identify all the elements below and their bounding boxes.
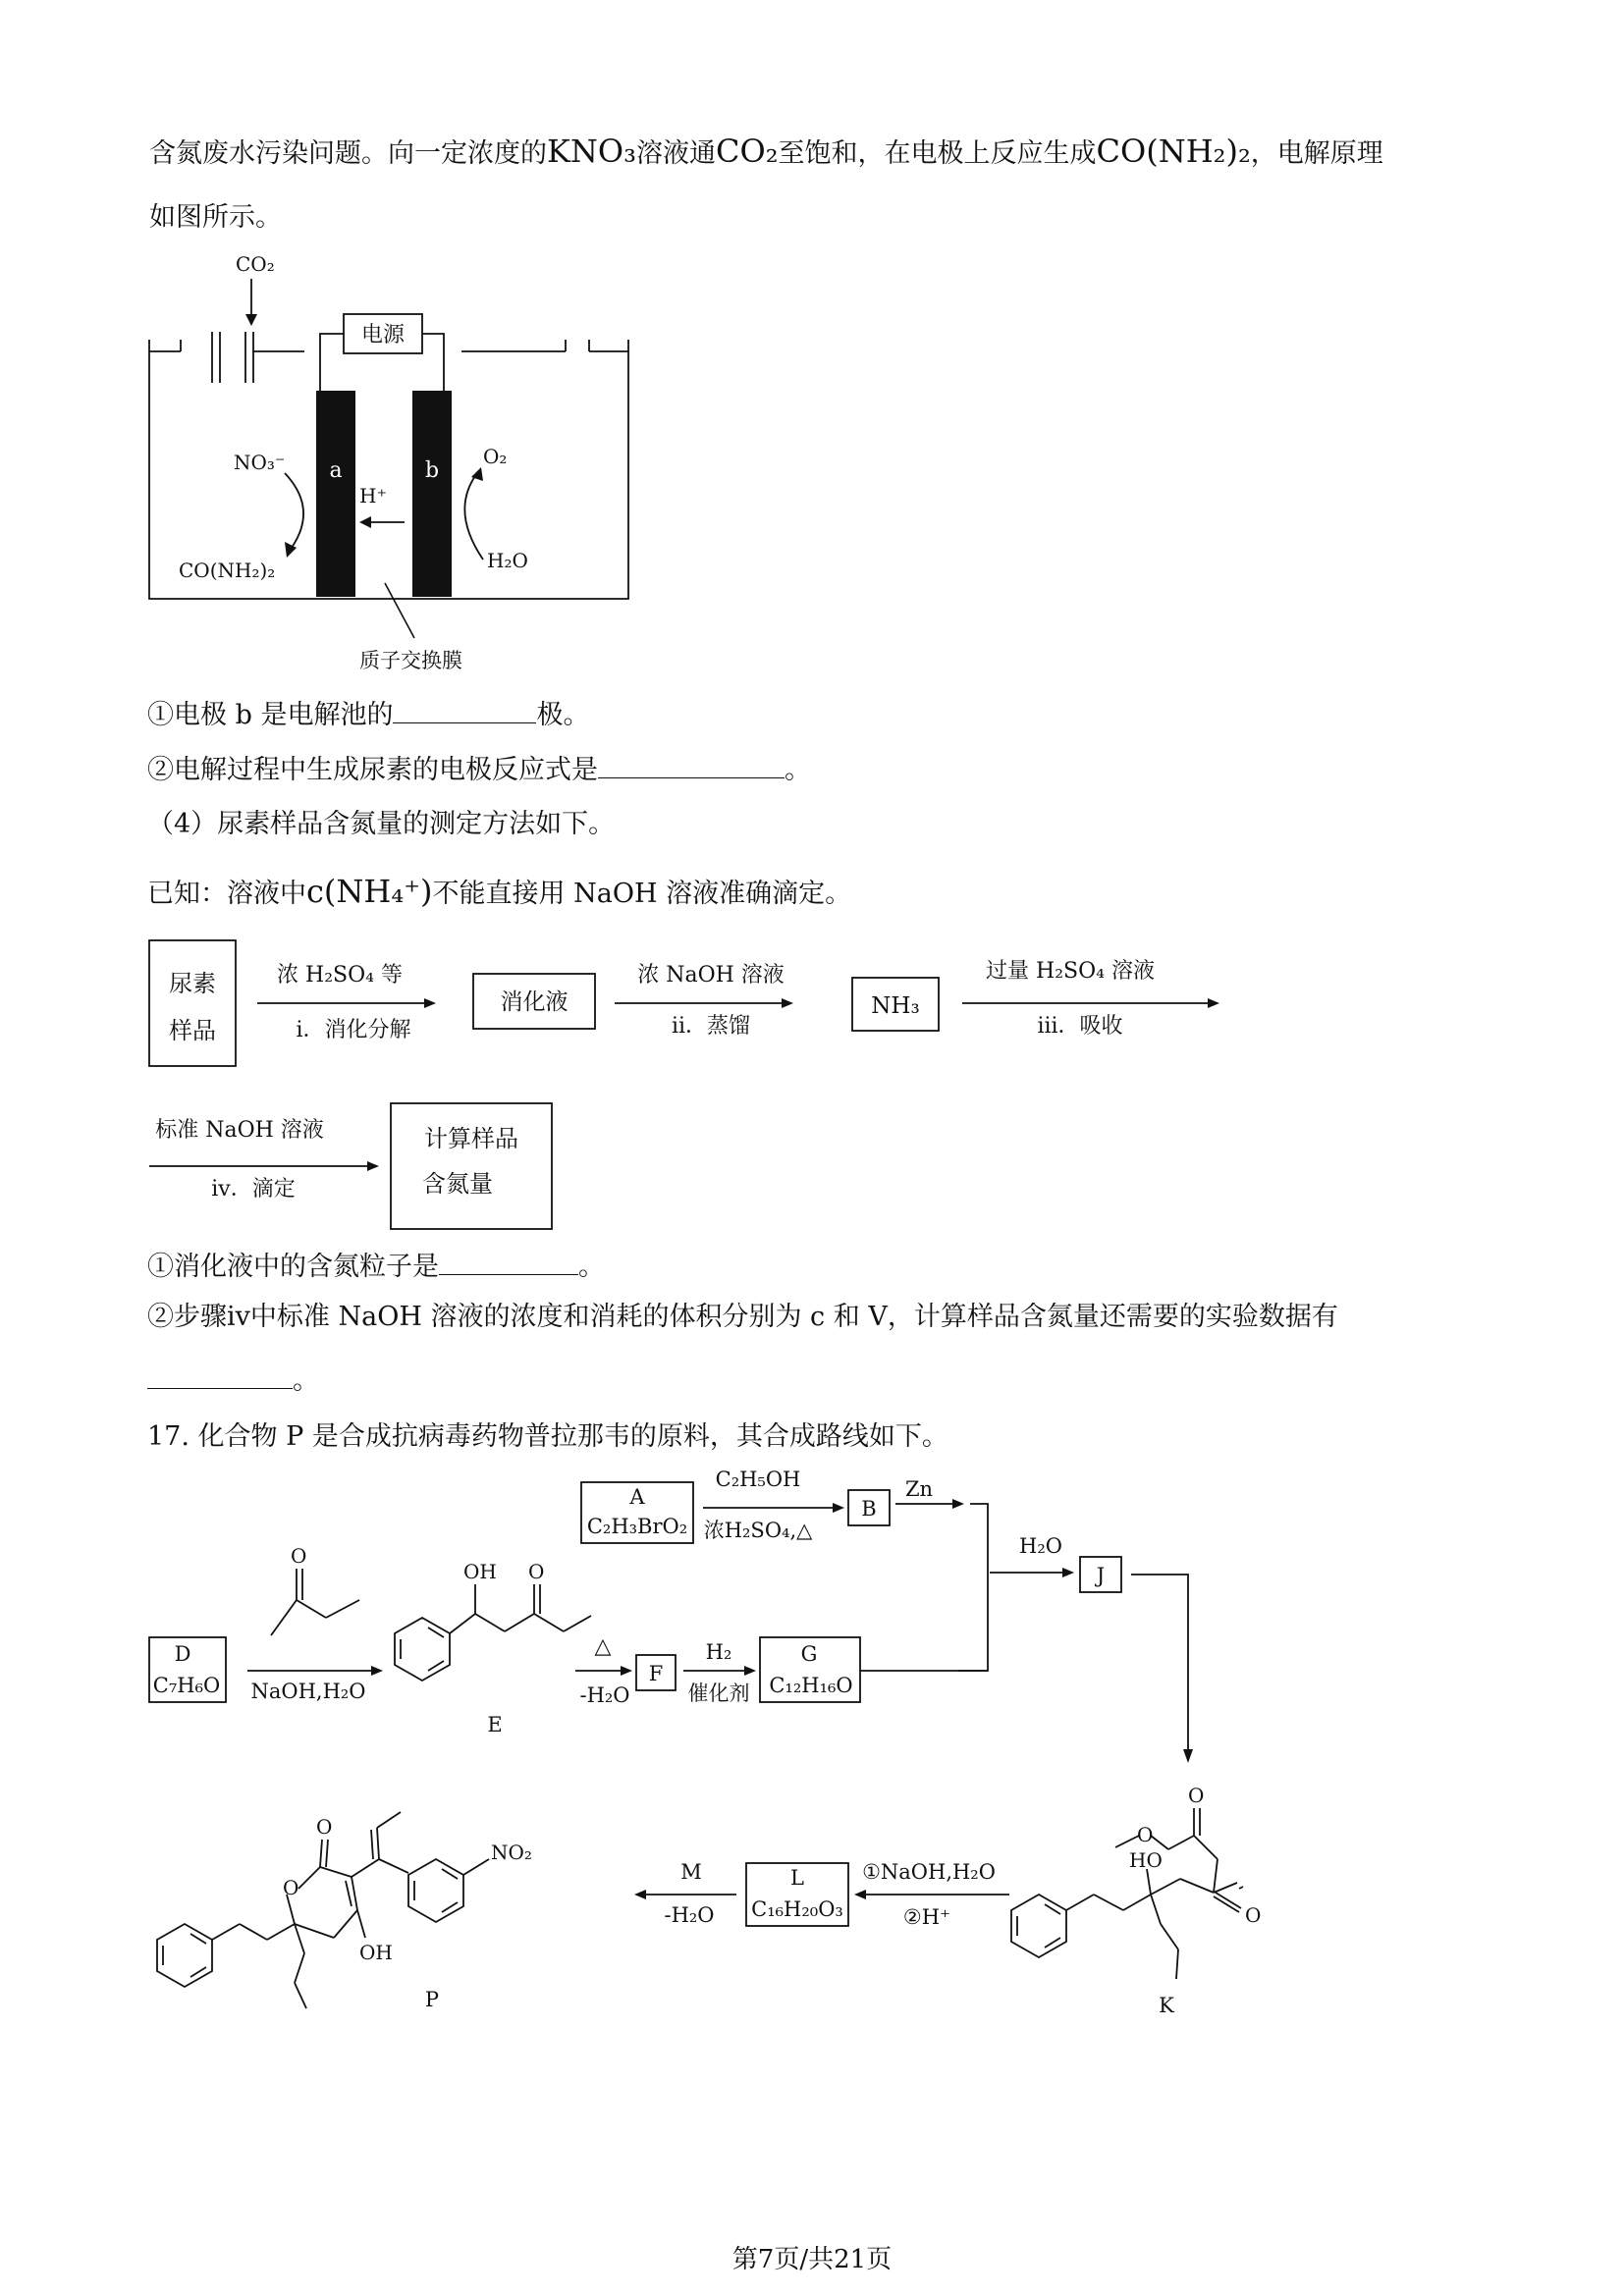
e-ketone-oxygen: O: [528, 1560, 545, 1583]
k-ester-oxygen: O: [1137, 1823, 1154, 1846]
h2o-reagent: H₂O: [1019, 1534, 1062, 1558]
k-to-l-step1: ①NaOH,H₂O: [862, 1860, 996, 1884]
butanone-oxygen: O: [291, 1544, 307, 1568]
synthesis-route-diagram: [137, 1463, 1316, 2022]
k-ester-carbonyl-oxygen: O: [1188, 1784, 1205, 1807]
co2-inlet-label: CO₂: [236, 252, 275, 276]
q4-known-tail: 不能直接用 NaOH 溶液准确滴定。: [432, 879, 852, 909]
intro-text: 溶液通: [635, 138, 716, 169]
intro-text: 含氮废水污染问题。向一定浓度的: [149, 138, 547, 169]
compound-l-formula: C₁₆H₂₀O₃: [751, 1897, 843, 1921]
compound-l-label: L: [790, 1866, 804, 1890]
arrow3-step: iii．吸收: [1037, 1014, 1123, 1039]
box-ammonia-label: NH₃: [871, 993, 920, 1019]
p-hydroxyl: OH: [359, 1941, 393, 1964]
box-urea-sample-line2: 样品: [169, 1017, 216, 1044]
compound-e-structure: [395, 1584, 591, 1681]
q4-sub-1-tail: 。: [578, 1252, 605, 1282]
compound-g-formula: C₁₂H₁₆O: [769, 1674, 853, 1697]
proton-label: H⁺: [359, 484, 387, 507]
compound-k-caption: K: [1159, 1994, 1174, 2017]
q4-sub-2: ②步骤ⅳ中标准 NaOH 溶液的浓度和消耗的体积分别为 c 和 V，计算样品含氮量还需要的实验数据有: [147, 1302, 1338, 1332]
box-calc-nitrogen-line2: 含氮量: [422, 1170, 493, 1198]
intro-line-1: [149, 133, 1383, 172]
p-ring-oxygen: O: [283, 1876, 299, 1899]
q3-sub-2-text: ②电解过程中生成尿素的电极反应式是: [147, 755, 598, 785]
electrode-a: [316, 391, 355, 597]
k-hydroxyl: HO: [1129, 1848, 1163, 1872]
q4-known-text: 已知：溶液中: [147, 879, 306, 909]
electrode-b-label: b: [424, 458, 440, 483]
a-to-b-condition: 浓H₂SO₄,△: [703, 1519, 813, 1542]
compound-e-label: E: [487, 1713, 503, 1736]
compound-p-label: P: [424, 1988, 440, 2011]
oxygen-label: O₂: [483, 445, 508, 468]
formula-nh4-concentration: c(NH₄⁺): [306, 873, 433, 910]
arrow1-reagent: 浓 H₂SO₄ 等: [277, 963, 403, 988]
formula-co2: CO₂: [715, 133, 779, 170]
box-calc-nitrogen: [391, 1103, 552, 1229]
answer-blank[interactable]: [439, 1249, 578, 1275]
p-carbonyl-oxygen: O: [316, 1815, 333, 1839]
electrode-a-label: a: [329, 458, 343, 483]
l-to-p-reagent: M: [680, 1860, 702, 1884]
k-ketone-oxygen: O: [1245, 1903, 1262, 1927]
q4-sub-2-tail: 。: [293, 1365, 319, 1396]
butanone-structure: [271, 1569, 359, 1635]
compound-g-label: G: [800, 1642, 818, 1666]
compound-d-label: D: [174, 1642, 191, 1666]
a-to-b-reagent: C₂H₅OH: [715, 1468, 801, 1491]
q3-sub-2-tail: 。: [785, 755, 811, 785]
answer-blank[interactable]: [393, 697, 536, 723]
urea-product-label: CO(NH₂)₂: [179, 559, 276, 582]
nitrate-label: NO₃⁻: [234, 451, 286, 474]
q3-sub-1-tail: 极。: [536, 700, 590, 730]
q3-sub-1-text: ①电极 b 是电解池的: [147, 700, 394, 730]
e-hydroxyl: OH: [463, 1560, 497, 1583]
compound-j-label: J: [1096, 1564, 1106, 1587]
p-nitro-group: NO₂: [491, 1841, 532, 1864]
intro-text: 至饱和，在电极上反应生成: [778, 138, 1097, 169]
q4-title: （4）尿素样品含氮量的测定方法如下。: [147, 809, 616, 839]
d-to-e-condition: NaOH,H₂O: [250, 1680, 366, 1703]
f-to-g-catalyst: 催化剂: [687, 1682, 750, 1705]
b-reagent-zn: Zn: [904, 1477, 934, 1501]
l-to-p-byproduct: -H₂O: [664, 1903, 715, 1927]
box-digest-solution-label: 消化液: [500, 989, 568, 1015]
nitrogen-determination-flowchart: [137, 933, 1237, 1237]
compound-k-structure: [1011, 1808, 1243, 1979]
q4-known: [147, 874, 851, 912]
electrolysis-diagram: [137, 245, 648, 687]
box-calc-nitrogen-line1: 计算样品: [424, 1125, 518, 1152]
e-to-f-byproduct: -H₂O: [579, 1683, 630, 1707]
box-urea-sample: [149, 940, 236, 1066]
power-supply-label: 电源: [360, 323, 406, 347]
f-to-g-reagent: H₂: [705, 1640, 732, 1664]
q4-sub-1: [147, 1249, 605, 1285]
e-to-f-condition: △: [594, 1634, 612, 1659]
compound-b-label: B: [861, 1497, 877, 1521]
compound-p-structure: [157, 1812, 489, 2008]
compound-d-formula: C₇H₆O: [152, 1674, 221, 1697]
arrow4-reagent: 标准 NaOH 溶液: [155, 1118, 324, 1143]
arrow4-step: iv．滴定: [211, 1177, 296, 1201]
arrow2-step: ii．蒸馏: [671, 1014, 751, 1039]
compound-f-label: F: [648, 1662, 664, 1685]
formula-kno3: KNO₃: [547, 133, 636, 170]
intro-text: ，电解原理: [1250, 138, 1383, 169]
membrane-label: 质子交换膜: [359, 649, 462, 672]
answer-blank[interactable]: [147, 1362, 293, 1389]
box-urea-sample-line1: 尿素: [169, 970, 216, 997]
electrode-b: [412, 391, 452, 597]
intro-line-2: 如图所示。: [149, 202, 282, 233]
arrow2-reagent: 浓 NaOH 溶液: [637, 963, 785, 988]
q3-sub-1: [147, 697, 589, 733]
answer-blank[interactable]: [598, 752, 785, 778]
q3-sub-2: [147, 752, 811, 788]
q17-title: 17. 化合物 P 是合成抗病毒药物普拉那韦的原料，其合成路线如下。: [147, 1421, 948, 1452]
q4-sub-2-answer: [147, 1362, 319, 1399]
k-to-l-step2: ②H⁺: [902, 1905, 951, 1929]
arrow1-step: i．消化分解: [296, 1018, 411, 1042]
water-label: H₂O: [487, 549, 528, 572]
page-footer: 第7页/共21页: [731, 2245, 893, 2274]
arrow3-reagent: 过量 H₂SO₄ 溶液: [986, 959, 1155, 984]
formula-urea: CO(NH₂)₂: [1096, 133, 1251, 170]
q4-sub-1-text: ①消化液中的含氮粒子是: [147, 1252, 439, 1282]
compound-a-formula: C₂H₃BrO₂: [586, 1515, 688, 1538]
compound-a-label: A: [629, 1485, 645, 1509]
